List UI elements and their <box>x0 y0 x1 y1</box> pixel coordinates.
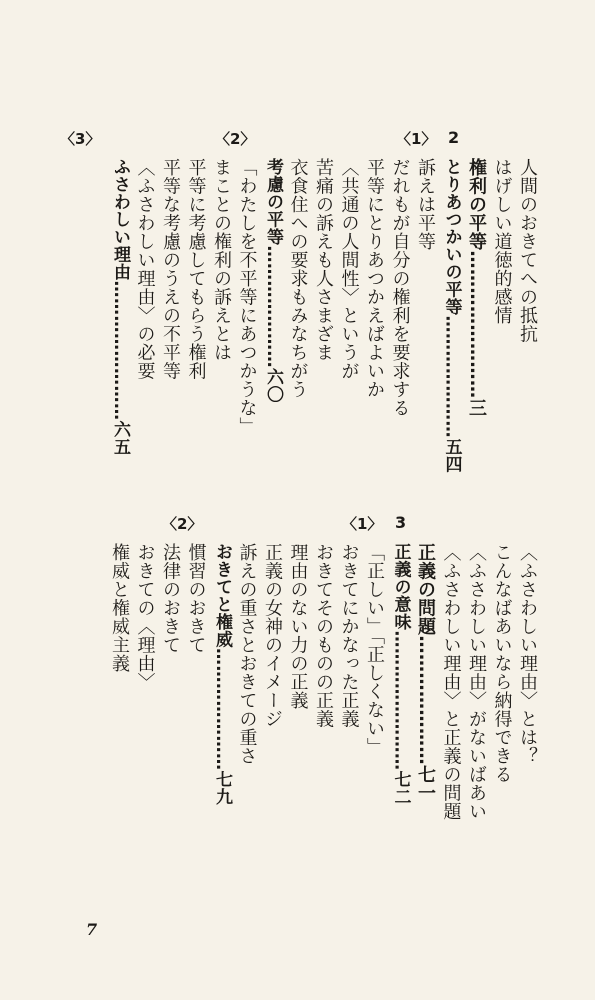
section-mark-3: 〈3〉 <box>60 130 101 148</box>
toc-entry: 訴えは平等 <box>415 158 436 251</box>
toc-entry: はげしい道徳的感情 <box>491 158 513 325</box>
toc-section-heading[interactable]: おきてと権威…………………七九 <box>212 543 232 806</box>
toc-entry: 「正しい」「正しくない」 <box>364 543 385 756</box>
toc-entry: 〈ふさわしい理由〉と正義の問題 <box>440 543 462 821</box>
toc-entry: 法律のおきて <box>160 543 181 654</box>
toc-entry: 正義の女神のイメージ <box>262 543 283 728</box>
toc-entry: まことの権利の訴えとは <box>211 158 232 362</box>
section-mark-2: 〈2〉 <box>215 130 256 148</box>
chapter-number: 3 <box>395 513 407 532</box>
toc-entry: 「わたしを不平等にあつかうな」 <box>236 158 258 436</box>
toc-top-block <box>107 158 541 478</box>
toc-entry: 権威と権威主義 <box>109 543 130 673</box>
toc-entry: 平等に考慮してもらう権利 <box>185 158 207 380</box>
toc-section-heading[interactable]: ふさわしい理由……………………六五 <box>110 158 130 456</box>
toc-entry: おきてそのものの正義 <box>313 543 334 728</box>
toc-entry: 〈共通の人間性〉というが <box>338 158 360 380</box>
toc-entry: 平等にとりあつかえばよいか <box>364 158 385 399</box>
toc-chapter-heading[interactable]: 権利の平等……………………三 <box>466 158 487 417</box>
toc-entry: 〈ふさわしい理由〉の必要 <box>134 158 156 380</box>
toc-section-heading[interactable]: 考慮の平等…………………六〇 <box>263 158 283 403</box>
toc-entry: 訴えの重さとおきての重さ <box>236 543 258 765</box>
toc-entry: 〈ふさわしい理由〉とは？ <box>517 543 538 765</box>
toc-entry: おきてにかなった正義 <box>338 543 360 728</box>
toc-entry: 苦痛の訴えも人さまざま <box>313 158 334 362</box>
toc-section-heading[interactable]: とりあつかいの平等…………………五四 <box>441 158 462 473</box>
toc-entry: 〈ふさわしい理由〉がないばあい <box>466 543 487 821</box>
toc-entry: 平等な考慮のうえの不平等 <box>160 158 181 380</box>
toc-entry: 人間のおきてへの抵抗 <box>517 158 538 343</box>
chapter-number: 2 <box>448 128 460 147</box>
toc-section-heading[interactable]: 正義の意味……………………七二 <box>390 543 411 806</box>
page-number: 7 <box>86 920 98 939</box>
toc-entry: 衣食住への要求もみなちがう <box>287 158 309 399</box>
toc-entry: 理由のない力の正義 <box>287 543 309 710</box>
toc-entry: 慣習のおきて <box>185 543 207 654</box>
toc-entry: こんなばあいなら納得できる <box>491 543 513 784</box>
toc-entry: おきての〈理由〉 <box>134 543 156 691</box>
section-mark-1: 〈1〉 <box>396 130 437 148</box>
section-mark-2: 〈2〉 <box>162 515 203 533</box>
section-mark-1: 〈1〉 <box>342 515 383 533</box>
toc-entry: だれもが自分の権利を要求する <box>389 158 411 417</box>
toc-bottom-block <box>107 543 541 863</box>
toc-chapter-heading[interactable]: 正義の問題…………………七一 <box>415 543 436 802</box>
